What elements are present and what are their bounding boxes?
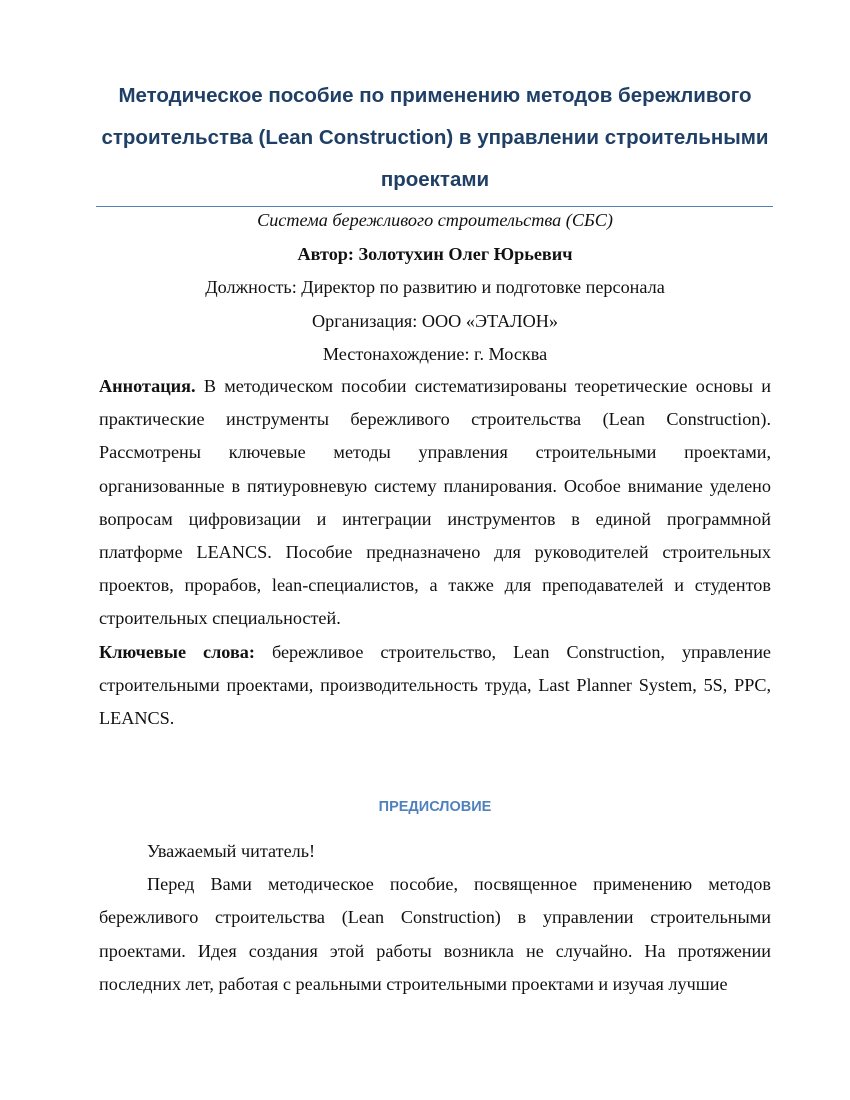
location-line: Местонахождение: г. Москва bbox=[322, 344, 548, 364]
preface-paragraph: Перед Вами методическое пособие, посвященное применению методов бережливого строительства (Lean Construction) в управлении строительными проектами. Идея создания этой работы возникла не случайно. На протяжении последних лет, работая с реальными строительными проектами и изучая лучшие bbox=[99, 874, 771, 994]
abstract-block bbox=[99, 370, 771, 636]
keywords-label: Ключевые слова: bbox=[99, 642, 255, 662]
document-title: Методическое пособие по применению методов бережливого строительства (Lean Construction) в управлении строительными проектами bbox=[101, 84, 769, 191]
author-line: Автор: Золотухин Олег Юрьевич bbox=[297, 244, 573, 264]
abstract-paragraph bbox=[99, 370, 771, 636]
organization-line: Организация: ООО «ЭТАЛОН» bbox=[311, 311, 558, 331]
preface-block bbox=[99, 835, 771, 1001]
title-divider bbox=[96, 206, 773, 207]
system-name: Система бережливого строительства (СБС) bbox=[257, 210, 613, 230]
preface-greeting: Уважаемый читатель! bbox=[147, 841, 316, 861]
preface-heading: ПРЕДИСЛОВИЕ bbox=[378, 799, 492, 815]
position-line: Должность: Директор по развитию и подготовке персонала bbox=[205, 277, 665, 297]
abstract-label: Аннотация. bbox=[99, 376, 196, 396]
keywords-paragraph bbox=[99, 636, 771, 736]
keywords-text: бережливое строительство, Lean Construction, управление строительными проектами, производительность труда, Last Planner System, 5S, PPC, LEANCS. bbox=[99, 642, 771, 729]
keywords-block bbox=[99, 636, 771, 736]
abstract-text: В методическом пособии систематизированы теоретические основы и практические инструменты бережливого строительства (Lean Construction). Рассмотрены ключевые методы управления строительными проектами, организованные в пятиуровневую систему планирования. Особое внимание уделено вопросам цифровизации и интеграции инструментов в единой программной платформе LEANCS. Пособие предназначено для руководителей строительных проектов, прорабов, lean-специалистов, а также для преподавателей и студентов строительных специальностей. bbox=[99, 376, 772, 629]
